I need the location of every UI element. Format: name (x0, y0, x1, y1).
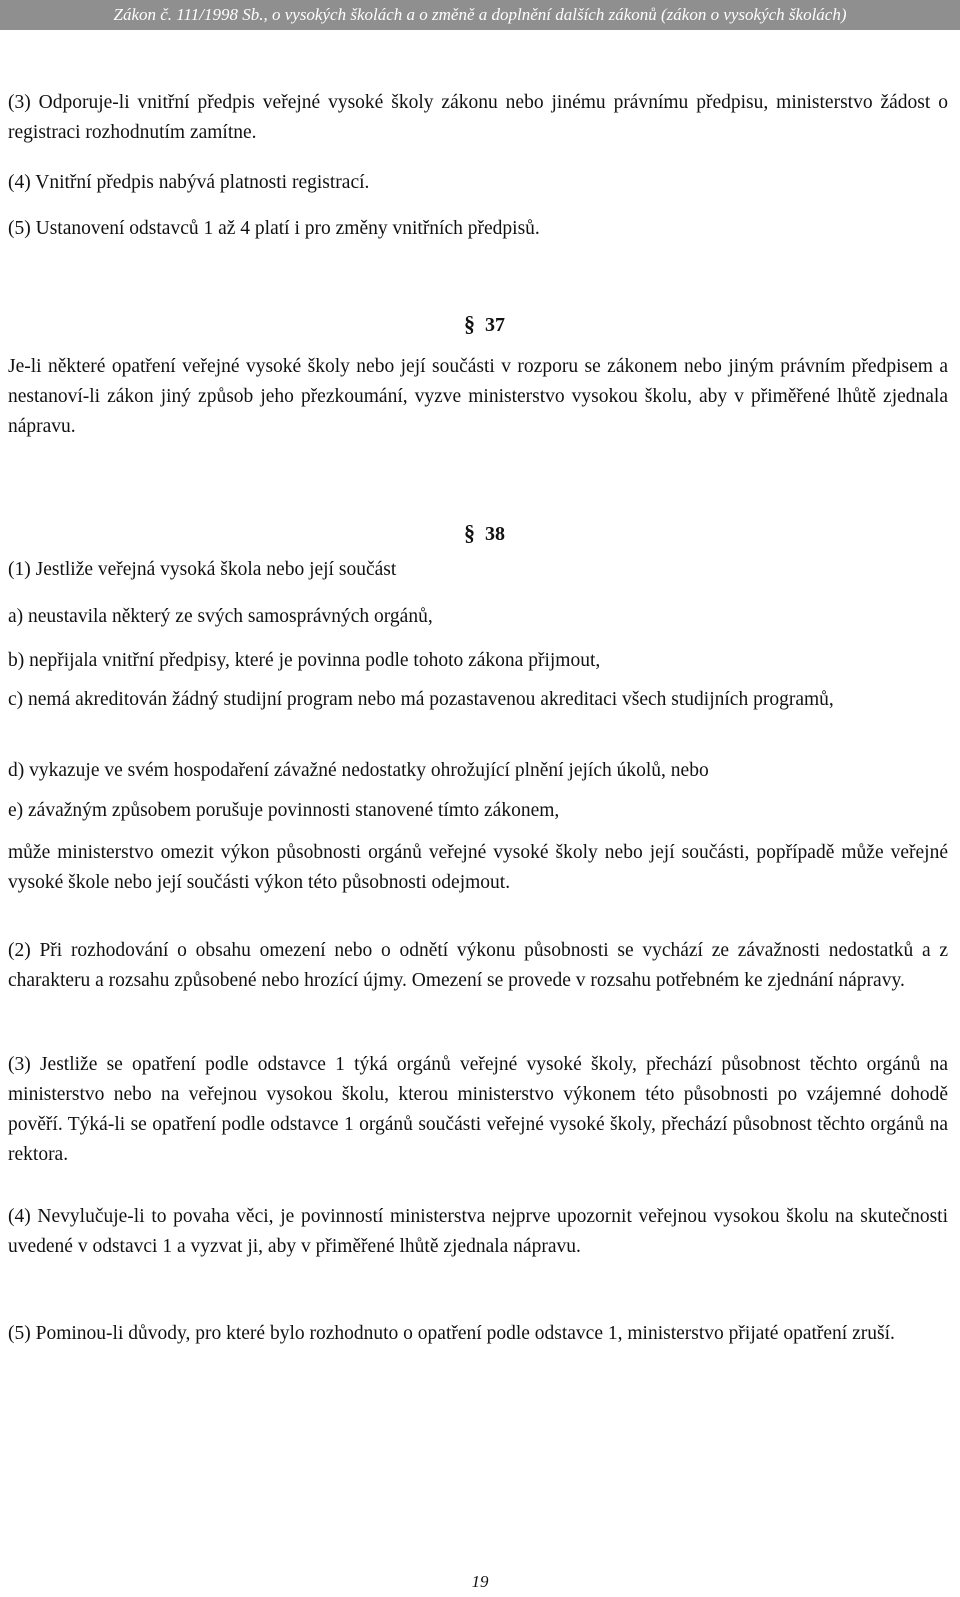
list-item-b: b) nepřijala vnitřní předpisy, které je povinna podle tohoto zákona přijmout, (8, 650, 601, 671)
page-number: 19 (471, 1572, 489, 1591)
section-38-conclusion: může ministerstvo omezit výkon působnosti orgánů veřejné vysoké školy nebo její součásti, popřípadě může veřejné vysoké škole nebo její součásti výkon této působnosti odejmout. (8, 842, 948, 893)
document-header: Zákon č. 111/1998 Sb., o vysokých školách a o změně a doplnění dalších zákonů (zákon o vysokých školách) (0, 0, 960, 30)
list-item-c: c) nemá akreditován žádný studijní program nebo má pozastavenou akreditaci všech studijních programů, (8, 689, 834, 710)
section-number: 37 (485, 314, 505, 336)
section-symbol: § (464, 520, 475, 545)
list-item-d: d) vykazuje ve svém hospodaření závažné nedostatky ohrožující plnění jejích úkolů, nebo (8, 760, 709, 781)
paragraph-36-5: (5) Ustanovení odstavců 1 až 4 platí i pro změny vnitřních předpisů. (8, 218, 540, 239)
paragraph-38-4: (4) Nevylučuje-li to povaha věci, je povinností ministerstva nejprve upozornit veřejnou vysokou školu na skutečnosti uvedené v odstavci 1 a vyzvat ji, aby v přiměřené lhůtě zjednala nápravu. (8, 1206, 948, 1257)
section-symbol: § (464, 311, 475, 336)
section-37-text: Je-li některé opatření veřejné vysoké školy nebo její součásti v rozporu se zákonem nebo jiným právním předpisem a nestanoví-li zákon jiný způsob jeho přezkoumání, vyzve ministerstvo vysokou školu, aby v přiměřené lhůtě zjednala nápravu. (8, 356, 948, 437)
section-38-heading (464, 518, 505, 549)
paragraph-38-3: (3) Jestliže se opatření podle odstavce 1 týká orgánů veřejné vysoké školy, přechází působnost těchto orgánů na ministerstvo nebo na veřejnou vysokou školu, kterou ministerstvo výkonem této působnosti po vzájemné dohodě pověří. Týká-li se opatření podle odstavce 1 orgánů součásti veřejné vysoké školy, přechází působnost těchto orgánů na rektora. (8, 1054, 948, 1165)
paragraph-36-4: (4) Vnitřní předpis nabývá platnosti registrací. (8, 172, 370, 193)
section-38-intro: (1) Jestliže veřejná vysoká škola nebo její součást (8, 559, 397, 580)
list-item-e: e) závažným způsobem porušuje povinnosti stanovené tímto zákonem, (8, 800, 560, 821)
section-37-heading (464, 309, 505, 340)
section-number: 38 (485, 523, 505, 545)
paragraph-38-2: (2) Při rozhodování o obsahu omezení nebo o odnětí výkonu působnosti se vychází ze závažnosti nedostatků a z charakteru a rozsahu způsobené nebo hrozící újmy. Omezení se provede v rozsahu potřebném ke zjednání nápravy. (8, 940, 948, 991)
paragraph-36-3: (3) Odporuje-li vnitřní předpis veřejné vysoké školy zákonu nebo jinému právnímu předpisu, ministerstvo žádost o registraci rozhodnutím zamítne. (8, 92, 948, 143)
paragraph-38-5: (5) Pominou-li důvody, pro které bylo rozhodnuto o opatření podle odstavce 1, ministerstvo přijaté opatření zruší. (8, 1323, 895, 1344)
list-item-a: a) neustavila některý ze svých samosprávných orgánů, (8, 606, 433, 627)
